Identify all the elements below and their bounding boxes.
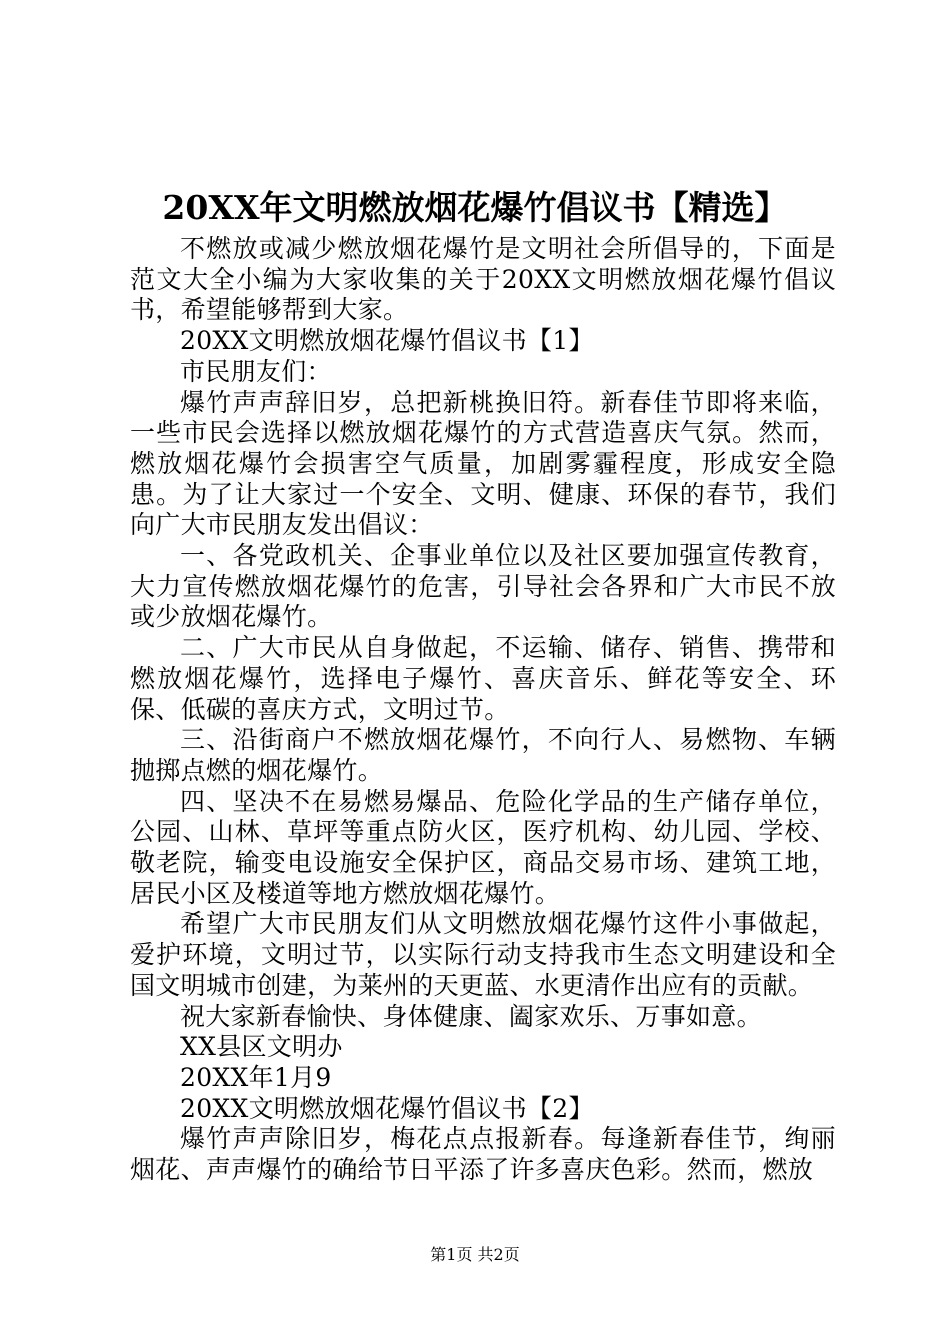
section-heading-2: 20XX文明燃放烟花爆竹倡议书【2】 [180,1093,594,1123]
document-body [130,234,836,1186]
proposal-item-4: 四、坚决不在易燃易爆品、危险化学品的生产储存单位，公园、山林、草坪等重点防火区，医疗机构、幼儿园、学校、敬老院，输变电设施安全保护区，商品交易市场、建筑工地，居民小区及楼道等地方燃放烟花爆竹。 [130,786,836,908]
document-title: 20XX年文明燃放烟花爆竹倡议书【精选】 [162,188,788,227]
body-paragraph: 爆竹声声辞旧岁，总把新桃换旧符。新春佳节即将来临，一些市民会选择以燃放烟花爆竹的方式营造喜庆气氛。然而，燃放烟花爆竹会损害空气质量，加剧雾霾程度，形成安全隐患。为了让大家过一个安全、文明、健康、环保的春节，我们向广大市民朋友发出倡议： [130,387,836,540]
signature-organization: XX县区文明办 [180,1032,343,1062]
proposal-item-1: 一、各党政机关、企事业单位以及社区要加强宣传教育，大力宣传燃放烟花爆竹的危害，引导社会各界和广大市民不放或少放烟花爆竹。 [130,541,836,632]
signature-date: 20XX年1月9 [180,1062,332,1092]
salutation: 市民朋友们： [180,356,332,386]
body-paragraph: 希望广大市民朋友们从文明燃放烟花爆竹这件小事做起，爱护环境，文明过节，以实际行动支持我市生态文明建设和全国文明城市创建，为莱州的天更蓝、水更清作出应有的贡献。 [130,909,836,1000]
body-paragraph: 爆竹声声除旧岁，梅花点点报新春。每逢新春佳节，绚丽烟花、声声爆竹的确给节日平添了许多喜庆色彩。然而，燃放 [130,1124,836,1185]
intro-paragraph: 不燃放或减少燃放烟花爆竹是文明社会所倡导的，下面是范文大全小编为大家收集的关于20XX文明燃放烟花爆竹倡议书，希望能够帮到大家。 [130,234,836,325]
page-number-footer: 第1页 共2页 [430,1245,520,1264]
section-heading-1: 20XX文明燃放烟花爆竹倡议书【1】 [180,326,594,356]
proposal-item-3: 三、沿街商户不燃放烟花爆竹，不向行人、易燃物、车辆抛掷点燃的烟花爆竹。 [130,725,836,785]
proposal-item-2: 二、广大市民从自身做起，不运输、储存、销售、携带和燃放烟花爆竹，选择电子爆竹、喜庆音乐、鲜花等安全、环保、低碳的喜庆方式，文明过节。 [130,633,836,724]
closing-wishes: 祝大家新春愉快、身体健康、阖家欢乐、万事如意。 [180,1001,762,1031]
